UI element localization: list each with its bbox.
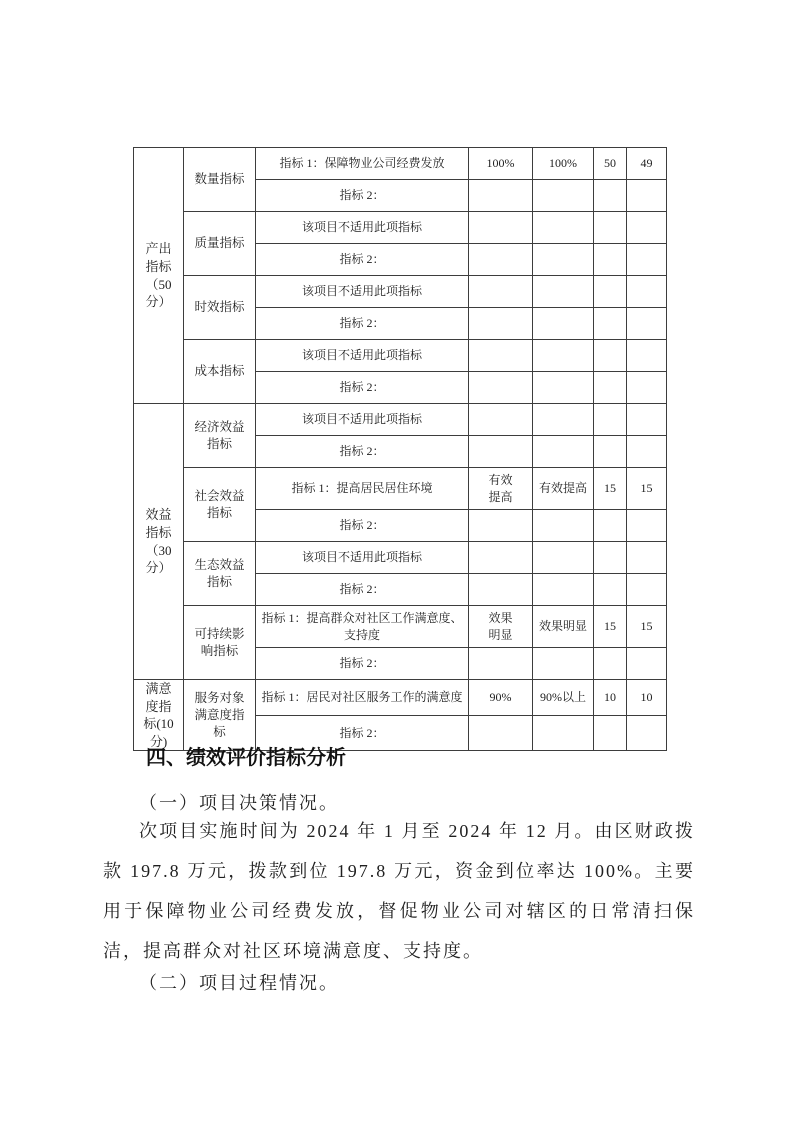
full-score-cell [594, 340, 627, 372]
category-label-cell: 质量指标 [184, 212, 256, 276]
target-value-cell [469, 574, 533, 606]
category-label-cell: 服务对象满意度指标 [184, 680, 256, 751]
target-value-cell [469, 372, 533, 404]
indicator-cell: 指标 1：保障物业公司经费发放 [256, 148, 469, 180]
category-label-cell: 社会效益指标 [184, 468, 256, 542]
score-cell [627, 404, 667, 436]
indicator-cell: 指标 1：居民对社区服务工作的满意度 [256, 680, 469, 716]
full-score-cell: 15 [594, 468, 627, 510]
actual-value-cell [533, 574, 594, 606]
score-cell: 15 [627, 468, 667, 510]
table-row [134, 606, 667, 648]
body-paragraph: 次项目实施时间为 2024 年 1 月至 2024 年 12 月。由区财政拨款 197.8 万元，拨款到位 197.8 万元，资金到位率达 100%。主要用于保障物业公司经费发放，督促物业公司对辖区的日常清扫保洁，提高群众对社区环境满意度、支持度。 [103, 821, 695, 961]
actual-value-cell [533, 308, 594, 340]
indicator-table-body [134, 148, 667, 751]
category-label-cell: 生态效益指标 [184, 542, 256, 606]
full-score-cell [594, 715, 627, 751]
table-row [134, 276, 667, 308]
group-label-cell: 满意度指标(10分) [134, 680, 184, 751]
indicator-table [133, 147, 667, 751]
actual-value-cell [533, 715, 594, 751]
actual-value-cell [533, 404, 594, 436]
actual-value-cell [533, 212, 594, 244]
full-score-cell [594, 404, 627, 436]
actual-value-cell [533, 510, 594, 542]
target-value-cell [469, 404, 533, 436]
category-label-cell: 成本指标 [184, 340, 256, 404]
category-label-cell: 数量指标 [184, 148, 256, 212]
group-label-cell: 产出指标（50分） [134, 148, 184, 404]
full-score-cell [594, 648, 627, 680]
actual-value-cell [533, 542, 594, 574]
actual-value-cell [533, 436, 594, 468]
target-value-cell: 100% [469, 148, 533, 180]
category-label-cell: 可持续影响指标 [184, 606, 256, 680]
full-score-cell [594, 542, 627, 574]
full-score-cell [594, 276, 627, 308]
score-cell [627, 648, 667, 680]
full-score-cell [594, 308, 627, 340]
target-value-cell [469, 340, 533, 372]
subsection-title-1: （一）项目决策情况。 [139, 793, 339, 813]
actual-value-cell [533, 648, 594, 680]
target-value-cell [469, 542, 533, 574]
full-score-cell [594, 574, 627, 606]
indicator-cell: 指标 1：提高群众对社区工作满意度、支持度 [256, 606, 469, 648]
actual-value-cell: 有效提高 [533, 468, 594, 510]
full-score-cell: 10 [594, 680, 627, 716]
indicator-cell: 该项目不适用此项指标 [256, 340, 469, 372]
target-value-cell [469, 276, 533, 308]
section-heading: 四、绩效评价指标分析 [146, 747, 346, 769]
actual-value-cell [533, 180, 594, 212]
full-score-cell: 50 [594, 148, 627, 180]
actual-value-cell [533, 372, 594, 404]
indicator-cell: 该项目不适用此项指标 [256, 212, 469, 244]
category-label-cell: 经济效益指标 [184, 404, 256, 468]
category-label-cell: 时效指标 [184, 276, 256, 340]
score-cell [627, 542, 667, 574]
score-cell [627, 308, 667, 340]
actual-value-cell: 100% [533, 148, 594, 180]
indicator-cell: 指标 2： [256, 372, 469, 404]
table-row [134, 212, 667, 244]
score-cell [627, 276, 667, 308]
actual-value-cell [533, 340, 594, 372]
indicator-cell: 指标 2： [256, 574, 469, 606]
full-score-cell: 15 [594, 606, 627, 648]
target-value-cell [469, 436, 533, 468]
indicator-cell: 该项目不适用此项指标 [256, 404, 469, 436]
full-score-cell [594, 212, 627, 244]
target-value-cell [469, 648, 533, 680]
indicator-cell: 指标 2： [256, 308, 469, 340]
indicator-cell: 该项目不适用此项指标 [256, 276, 469, 308]
full-score-cell [594, 180, 627, 212]
target-value-cell [469, 715, 533, 751]
score-cell [627, 212, 667, 244]
table-row [134, 340, 667, 372]
target-value-cell [469, 180, 533, 212]
score-cell [627, 574, 667, 606]
indicator-cell: 指标 1：提高居民居住环境 [256, 468, 469, 510]
score-cell: 10 [627, 680, 667, 716]
indicator-cell: 指标 2： [256, 180, 469, 212]
score-cell [627, 510, 667, 542]
indicator-cell: 指标 2： [256, 648, 469, 680]
indicator-cell: 指标 2： [256, 715, 469, 751]
target-value-cell: 效果明显 [469, 606, 533, 648]
score-cell [627, 180, 667, 212]
score-cell [627, 340, 667, 372]
actual-value-cell [533, 244, 594, 276]
table-row [134, 468, 667, 510]
score-cell: 49 [627, 148, 667, 180]
score-cell [627, 715, 667, 751]
target-value-cell: 有效提高 [469, 468, 533, 510]
score-cell [627, 244, 667, 276]
full-score-cell [594, 436, 627, 468]
subsection-title-2: （二）项目过程情况。 [139, 973, 339, 993]
target-value-cell [469, 212, 533, 244]
group-label-cell: 效益指标（30分） [134, 404, 184, 680]
full-score-cell [594, 372, 627, 404]
full-score-cell [594, 510, 627, 542]
table-row [134, 148, 667, 180]
target-value-cell [469, 510, 533, 542]
actual-value-cell: 效果明显 [533, 606, 594, 648]
indicator-cell: 指标 2： [256, 510, 469, 542]
actual-value-cell [533, 276, 594, 308]
target-value-cell: 90% [469, 680, 533, 716]
score-cell [627, 372, 667, 404]
table-row [134, 542, 667, 574]
score-cell [627, 436, 667, 468]
indicator-cell: 指标 2： [256, 436, 469, 468]
target-value-cell [469, 244, 533, 276]
score-cell: 15 [627, 606, 667, 648]
table-row [134, 404, 667, 436]
indicator-cell: 指标 2： [256, 244, 469, 276]
full-score-cell [594, 244, 627, 276]
indicator-cell: 该项目不适用此项指标 [256, 542, 469, 574]
table-row [134, 680, 667, 716]
actual-value-cell: 90%以上 [533, 680, 594, 716]
target-value-cell [469, 308, 533, 340]
